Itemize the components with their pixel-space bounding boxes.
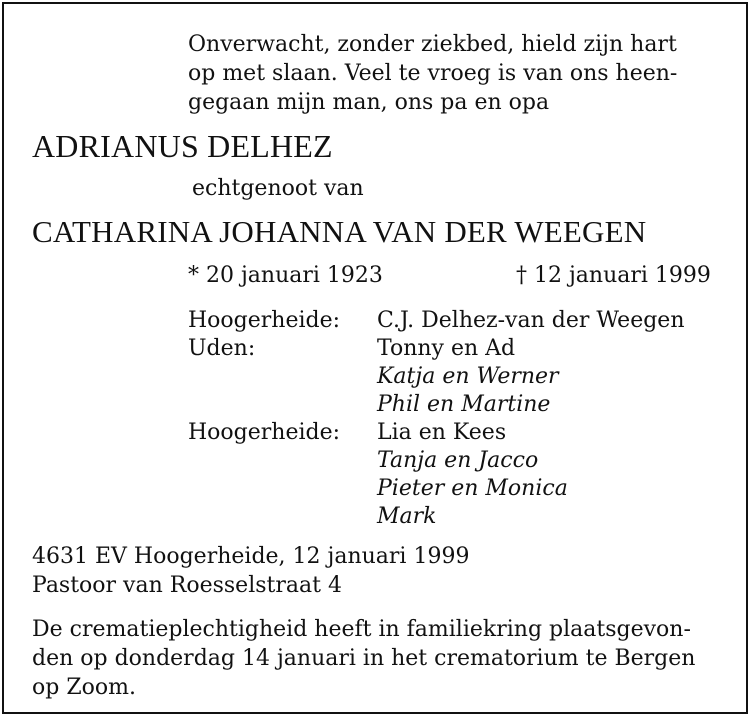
birth-date: * 20 januari 1923 xyxy=(188,263,383,288)
spouse-label: echtgenoot van xyxy=(192,176,364,201)
grandchild-name: Phil en Martine xyxy=(377,392,551,417)
intro-line-2: op met slaan. Veel te vroeg is van ons heen- xyxy=(188,61,678,86)
grandchild-name: Tanja en Jacco xyxy=(377,448,539,473)
intro-line-3: gegaan mijn man, ons pa en opa xyxy=(188,90,550,115)
address-line-1: 4631 EV Hoogerheide, 12 januari 1999 xyxy=(32,544,470,569)
closing-line-2: den op donderdag 14 januari in het crematorium te Bergen xyxy=(32,646,696,671)
death-date: † 12 januari 1999 xyxy=(516,263,711,288)
family-place: Hoogerheide: xyxy=(188,420,341,445)
grandchild-name: Mark xyxy=(377,504,437,529)
grandchild-name: Pieter en Monica xyxy=(377,476,568,501)
family-place: Hoogerheide: xyxy=(188,308,341,333)
address-line-2: Pastoor van Roesselstraat 4 xyxy=(32,573,342,598)
deceased-name: ADRIANUS DELHEZ xyxy=(32,128,333,164)
family-member: Lia en Kees xyxy=(377,420,507,445)
closing-line-1: De crematieplechtigheid heeft in familiekring plaatsgevon- xyxy=(32,617,691,642)
closing-line-3: op Zoom. xyxy=(32,675,136,700)
family-place: Uden: xyxy=(188,336,256,361)
grandchild-name: Katja en Werner xyxy=(377,364,559,389)
spouse-name: CATHARINA JOHANNA VAN DER WEEGEN xyxy=(32,214,647,249)
family-member: C.J. Delhez-van der Weegen xyxy=(377,308,685,333)
intro-line-1: Onverwacht, zonder ziekbed, hield zijn hart xyxy=(188,32,677,57)
family-member: Tonny en Ad xyxy=(377,336,516,361)
